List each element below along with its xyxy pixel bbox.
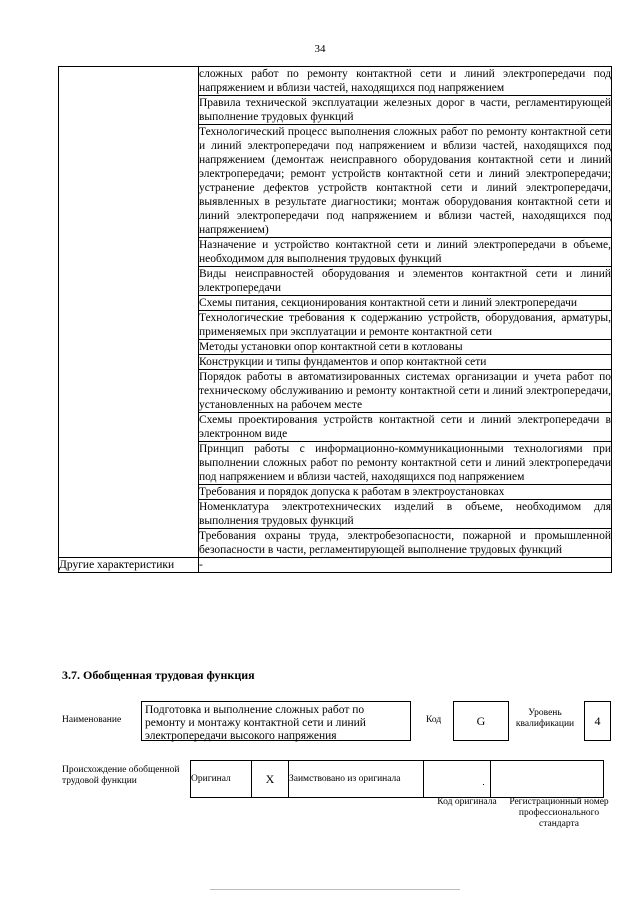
other-characteristics-label: Другие характеристики <box>59 558 199 573</box>
knowledge-item: Конструкции и типы фундаментов и опор контактной сети <box>199 355 612 370</box>
knowledge-item: Порядок работы в автоматизированных системах организации и учета работ по техническому обслуживанию и ремонту контактной сети и линий электропередачи, установленных на рабочем месте <box>199 371 611 411</box>
reg-number-caption: Регистрационный номер профессионального стандарта <box>509 797 609 829</box>
code-value: G <box>453 701 509 741</box>
bottom-rule <box>210 889 460 890</box>
section-heading: 3.7. Обобщенная трудовая функция <box>62 668 255 682</box>
knowledge-left-cell <box>59 67 199 558</box>
knowledge-item: Требования и порядок допуска к работам в электроустановках <box>199 485 612 500</box>
reg-number-cell <box>491 761 604 798</box>
code-label: Код <box>426 715 442 725</box>
scan-dot <box>483 784 484 785</box>
original-label: Оригинал <box>191 761 252 798</box>
knowledge-item: Назначение и устройство контактной сети и линий электропередачи в объеме, необходимом для выполнения трудовых функций <box>199 239 611 265</box>
knowledge-item: Технологические требования к содержанию устройств, оборудования, арматуры, применяемых при эксплуатации и ремонте контактной сети <box>199 312 611 338</box>
origin-label: Происхождение обобщенной трудовой функции <box>62 765 180 786</box>
qualification-level-label: Уровень квалификации <box>515 708 575 729</box>
knowledge-row <box>59 67 612 96</box>
knowledge-item: Технологический процесс выполнения сложных работ по ремонту контактной сети и линий электропередачи под напряжением и вблизи частей, находящихся под напряжением (демонтаж неисправного оборудования контактной сети и линий электропередачи; ремонт устройств контактной сети и линий электропередачи; устранение дефектов устройств контактной сети и линий электропередачи, выявленных в результате диагностики; монтаж оборудования контактной сети и линий электропередачи под напряжением и вблизи частей, находящихся под напряжением) <box>199 126 611 236</box>
knowledge-item: Схемы питания, секционирования контактной сети и линий электропередачи <box>199 296 612 311</box>
other-characteristics-value: - <box>199 558 612 573</box>
name-label: Наименование <box>62 715 122 725</box>
knowledge-item: Методы установки опор контактной сети в котлованы <box>199 340 612 355</box>
knowledge-item: Требования охраны труда, электробезопасности, пожарной и промышленной безопасности в части, регламентирующей выполнение трудовых функций <box>199 530 611 556</box>
other-characteristics-row <box>59 558 612 573</box>
original-code-cell <box>424 761 491 798</box>
page-number: 34 <box>314 43 326 55</box>
origin-row <box>191 761 604 798</box>
original-mark: X <box>252 761 289 798</box>
knowledge-item: Номенклатура электротехнических изделий в объеме, необходимом для выполнения трудовых функций <box>199 501 611 527</box>
knowledge-item: сложных работ по ремонту контактной сети и линий электропередачи под напряжением и вблизи частей, находящихся под напряжением <box>199 68 611 94</box>
qualification-level-value: 4 <box>584 701 611 741</box>
knowledge-item: Виды неисправностей оборудования и элементов контактной сети и линий электропередачи <box>199 268 611 294</box>
function-name: Подготовка и выполнение сложных работ по ремонту и монтажу контактной сети и линий электропередачи высокого напряжения <box>141 701 411 741</box>
knowledge-item: Принцип работы с информационно-коммуникационными технологиями при выполнении сложных работ по ремонту контактной сети и линий электропередачи под напряжением и вблизи частей, находящихся под напряжением <box>199 443 611 483</box>
knowledge-item: Правила технической эксплуатации железных дорог в части, регламентирующей выполнение трудовых функций <box>199 97 611 123</box>
origin-table <box>190 760 604 798</box>
original-code-caption: Код оригинала <box>437 797 497 807</box>
knowledge-item: Схемы проектирования устройств контактной сети и линий электропередачи в электронном виде <box>199 414 611 440</box>
borrowed-label: Заимствовано из оригинала <box>289 761 424 798</box>
knowledge-table <box>58 66 612 573</box>
